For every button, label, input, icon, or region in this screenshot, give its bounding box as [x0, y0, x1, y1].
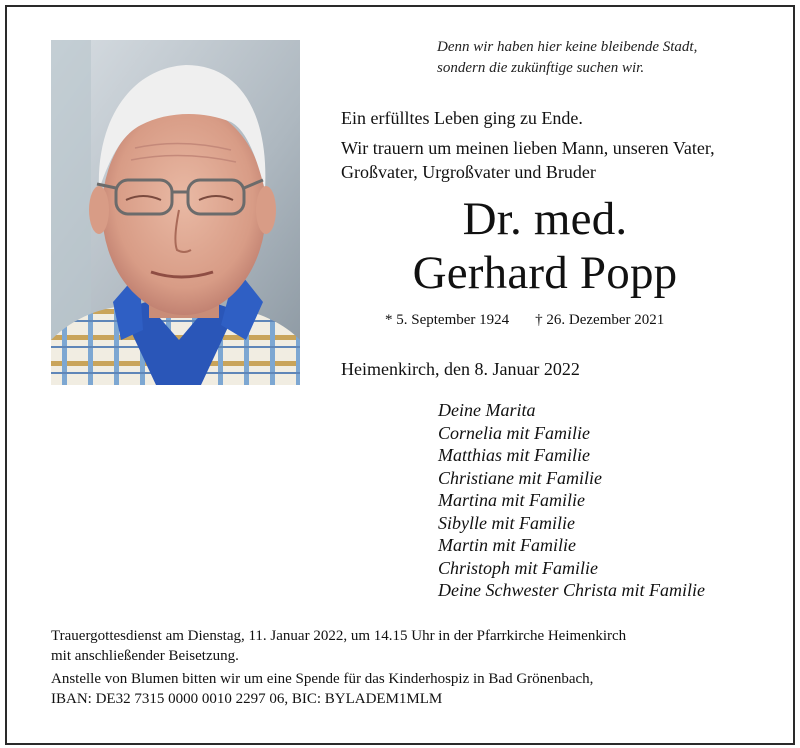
scripture-quote: [437, 37, 697, 79]
mourner: Deine Marita: [438, 400, 536, 420]
service-info: [51, 626, 761, 709]
intro-text: [341, 106, 715, 184]
mourner: Martin mit Familie: [438, 535, 576, 555]
quote-line-1: Denn wir haben hier keine bleibende Stadt,: [437, 39, 698, 55]
life-dates: [385, 310, 664, 330]
intro-line-1: Ein erfülltes Leben ging zu Ende.: [341, 108, 583, 128]
mourner: Deine Schwester Christa mit Familie: [438, 580, 705, 600]
intro-line-3: Großvater, Urgroßvater und Bruder: [341, 162, 596, 182]
place-date: Heimenkirch, den 8. Januar 2022: [341, 359, 580, 379]
mourner: Cornelia mit Familie: [438, 422, 590, 443]
deceased-name: Gerhard Popp: [412, 247, 678, 299]
donation-line-2: IBAN: DE32 7315 0000 0010 2297 06, BIC: BYLADEM1MLM: [51, 691, 443, 707]
mourner: Martina mit Familie: [438, 490, 585, 510]
deceased-name-block: [330, 192, 760, 300]
death-date: † 26. Dezember 2021: [535, 312, 665, 328]
mourners-list: [438, 399, 705, 602]
donation-line-1: Anstelle von Blumen bitten wir um eine Spende für das Kinderhospiz in Bad Grönenbach,: [51, 671, 594, 687]
portrait-photo: [51, 40, 300, 385]
mourner: Matthias mit Familie: [438, 445, 590, 465]
birth-date: * 5. September 1924: [385, 312, 510, 328]
mourner: Sibylle mit Familie: [438, 512, 575, 533]
mourner: Christoph mit Familie: [438, 557, 599, 578]
service-line-1: Trauergottesdienst am Dienstag, 11. Januar 2022, um 14.15 Uhr in der Pfarrkirche Heimenkirch: [51, 628, 627, 644]
service-line-2: mit anschließender Beisetzung.: [51, 648, 239, 664]
quote-line-2: sondern die zukünftige suchen wir.: [437, 60, 645, 76]
deceased-title: Dr. med.: [462, 193, 628, 245]
mourner: Christiane mit Familie: [438, 467, 602, 488]
intro-line-2: Wir trauern um meinen lieben Mann, unseren Vater,: [341, 138, 715, 158]
